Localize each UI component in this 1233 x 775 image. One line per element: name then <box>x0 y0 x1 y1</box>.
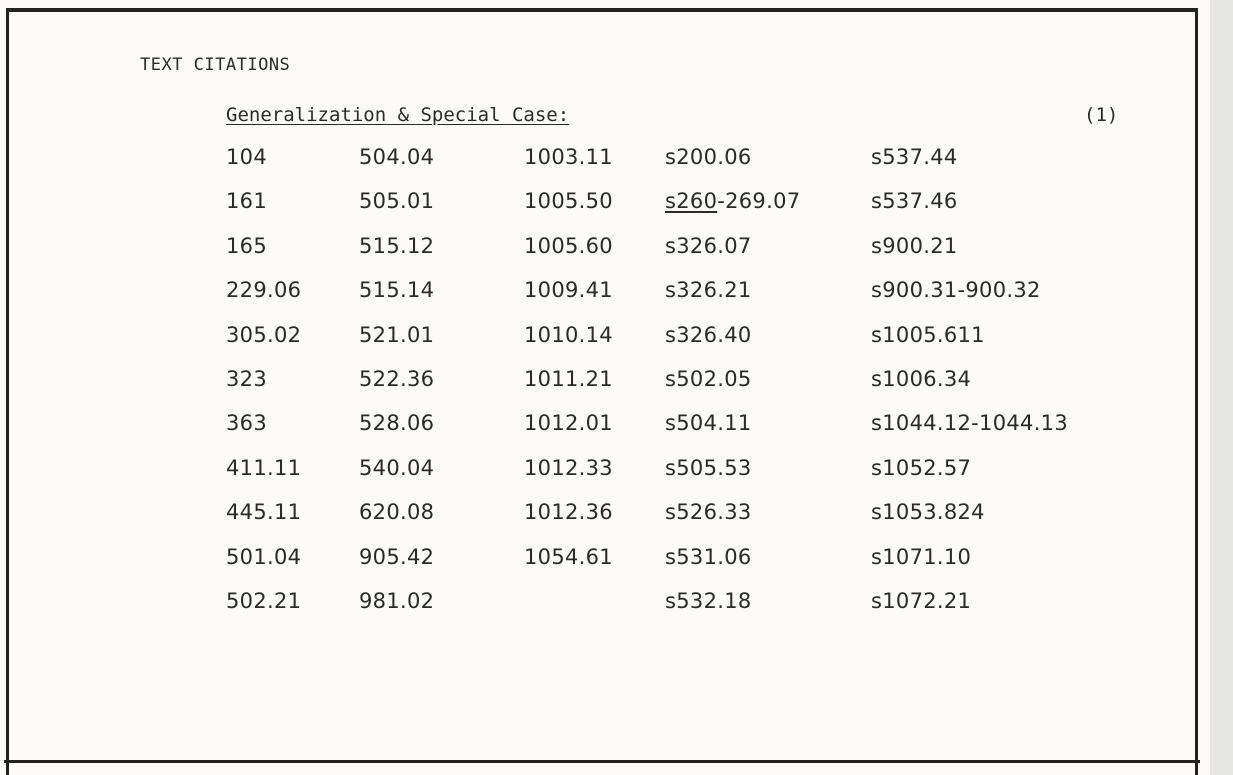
citation-column-4 <box>665 142 800 630</box>
citation: 1012.33 <box>524 455 613 480</box>
citation: s200.06 <box>665 145 752 169</box>
citation: 1010.14 <box>524 322 613 347</box>
citation: s537.44 <box>871 145 958 169</box>
citation: 905.42 <box>359 544 435 569</box>
citation: 1009.41 <box>524 278 613 303</box>
citation: 515.12 <box>359 233 435 258</box>
citation: s1071.10 <box>871 544 972 569</box>
citation: s1072.21 <box>871 588 972 613</box>
citation: 522.36 <box>359 366 435 391</box>
citation: 323 <box>226 366 267 391</box>
citation: s1006.34 <box>871 366 972 391</box>
citation-underlined-rest: -269.07 <box>717 189 801 214</box>
citation: 104 <box>226 145 267 169</box>
citation: 1012.01 <box>524 411 613 436</box>
citation: 363 <box>226 411 267 436</box>
citation: 1003.11 <box>524 145 613 169</box>
citation: s537.46 <box>871 189 958 214</box>
citation: 505.01 <box>359 189 435 214</box>
citation: 1012.36 <box>524 500 613 525</box>
citation: 502.21 <box>226 588 302 613</box>
citation: 1011.21 <box>524 366 613 391</box>
citation: s326.21 <box>665 278 752 303</box>
citation-underlined <box>665 186 800 230</box>
citation: s1044.12-1044.13 <box>871 411 1068 436</box>
frame-bottom-left-rule <box>6 760 9 775</box>
citation: 305.02 <box>226 322 302 347</box>
citation: s532.18 <box>665 588 752 613</box>
citation: 515.14 <box>359 278 435 303</box>
citation: s502.05 <box>665 366 752 391</box>
citation: s326.07 <box>665 233 752 258</box>
citation: s900.31-900.32 <box>871 278 1041 303</box>
citation-table <box>226 142 1166 642</box>
citation: 501.04 <box>226 544 302 569</box>
citation-column-2 <box>359 142 434 630</box>
section-number: (1) <box>1084 104 1119 126</box>
citation: 981.02 <box>359 588 435 613</box>
citation: 1005.60 <box>524 233 613 258</box>
citation: s505.53 <box>665 455 752 480</box>
frame-bottom-rule <box>4 760 1200 763</box>
citation: 445.11 <box>226 500 302 525</box>
citation: s504.11 <box>665 411 752 436</box>
page-title: TEXT CITATIONS <box>140 55 291 75</box>
citation: s1005.611 <box>871 322 985 347</box>
citation: 540.04 <box>359 455 435 480</box>
page-edge <box>1210 0 1233 775</box>
citation: s326.40 <box>665 322 752 347</box>
citation: s900.21 <box>871 233 958 258</box>
citation-column-3 <box>524 142 613 586</box>
frame-bottom-right-rule <box>1195 760 1198 775</box>
citation: s1053.824 <box>871 500 985 525</box>
citation: 411.11 <box>226 455 302 480</box>
citation: s531.06 <box>665 544 752 569</box>
citation: 229.06 <box>226 278 302 303</box>
citation: s526.33 <box>665 500 752 525</box>
citation: s1052.57 <box>871 455 972 480</box>
citation: 165 <box>226 233 267 258</box>
citation-column-1 <box>226 142 301 630</box>
citation: 1005.50 <box>524 189 613 214</box>
citation: 161 <box>226 189 267 214</box>
citation-underlined-part: s260 <box>665 189 718 214</box>
citation: 528.06 <box>359 411 435 436</box>
citation: 620.08 <box>359 500 435 525</box>
citation: 521.01 <box>359 322 435 347</box>
citation: 1054.61 <box>524 544 613 569</box>
citation-column-5 <box>871 142 1068 630</box>
section-heading: Generalization & Special Case: <box>226 104 570 126</box>
citation: 504.04 <box>359 145 435 169</box>
